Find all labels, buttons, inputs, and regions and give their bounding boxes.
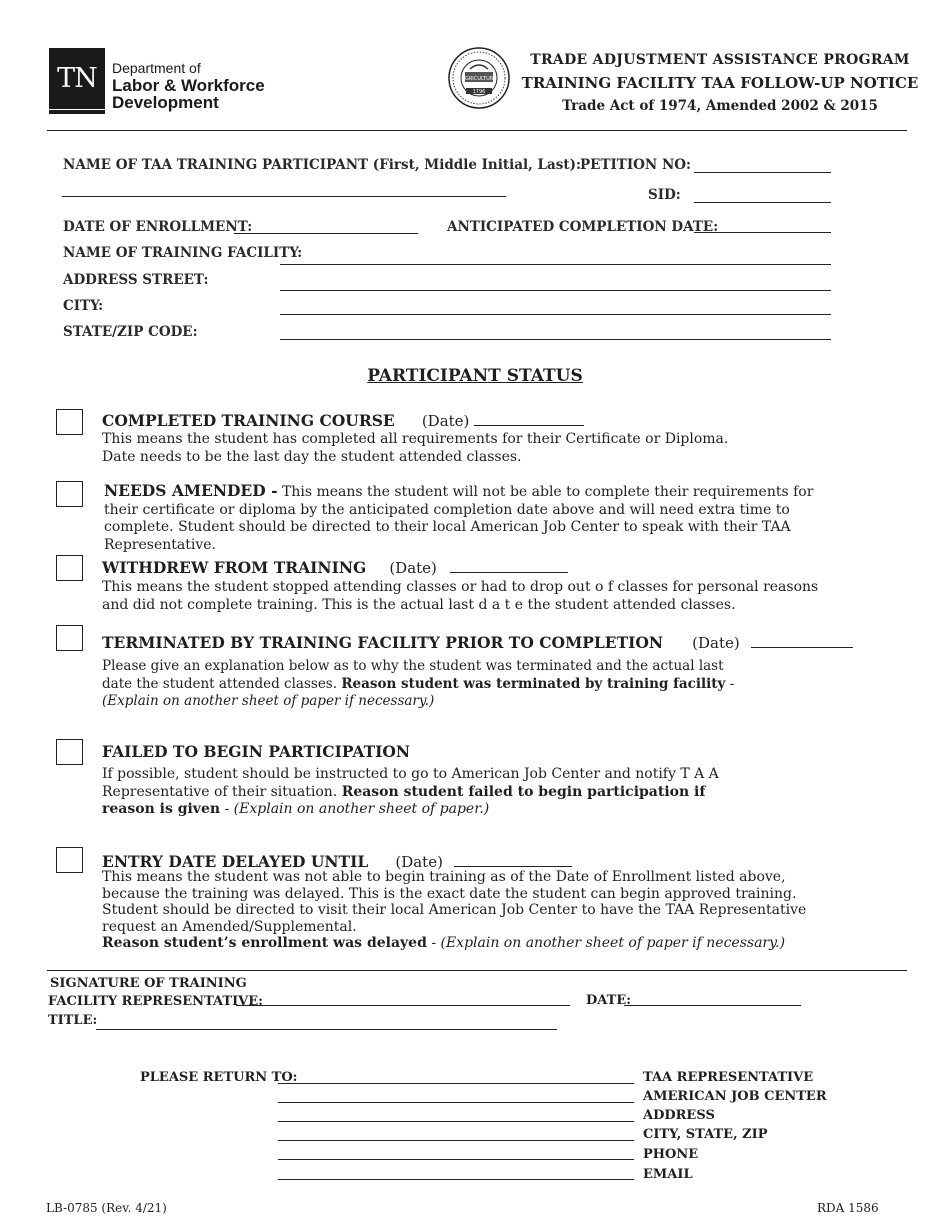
delayed-description [102, 869, 806, 952]
delayed-line4: request an Amended/Supplemental. [102, 918, 357, 935]
entry-delayed-checkbox[interactable] [56, 847, 83, 873]
terminated-title: TERMINATED BY TRAINING FACILITY PRIOR TO COMPLETION [102, 633, 664, 652]
signature-label-line1: SIGNATURE OF TRAINING [50, 976, 247, 991]
withdrew-line2: and did not complete training. This is the actual last d a t e the student attended classes. [102, 596, 736, 613]
sid-field[interactable] [694, 202, 831, 203]
withdrew-option [102, 558, 568, 577]
title-field[interactable] [96, 1029, 557, 1030]
signature-date-label: DATE: [586, 993, 632, 1008]
withdrew-checkbox[interactable] [56, 555, 83, 581]
date-of-enrollment-label: DATE OF ENROLLMENT: [63, 219, 253, 235]
delayed-title: ENTRY DATE DELAYED UNTIL [102, 852, 369, 871]
failed-line2b: Reason student failed to begin participation if [341, 783, 706, 800]
anticipated-completion-field[interactable] [694, 232, 831, 233]
failed-to-begin-checkbox[interactable] [56, 739, 83, 765]
return-city-state-zip: CITY, STATE, ZIP [643, 1127, 768, 1142]
signature-divider [47, 970, 907, 971]
petition-no-label: PETITION NO: [580, 157, 692, 173]
signature-label-line2: FACILITY REPRESENTATIVE: [48, 994, 263, 1009]
withdrew-date-label: (Date) [389, 559, 437, 577]
withdrew-description [102, 579, 818, 614]
return-line-6[interactable] [278, 1179, 634, 1180]
please-return-to-label: PLEASE RETURN TO: [140, 1070, 298, 1085]
return-line-3[interactable] [278, 1121, 634, 1122]
terminated-line3: (Explain on another sheet of paper if necessary.) [102, 693, 435, 709]
terminated-date-label: (Date) [692, 634, 740, 652]
needs-amended-title: NEEDS AMENDED - [104, 481, 278, 500]
program-name: TRADE ADJUSTMENT ASSISTANCE PROGRAM [530, 52, 910, 68]
terminated-checkbox[interactable] [56, 625, 83, 651]
amended-text1: This means the student will not be able to complete their requirements for [281, 484, 814, 500]
seal-agriculture: AGRICULTURE [461, 76, 497, 82]
delayed-line3: Student should be directed to visit their local American Job Center to have the TAA Representative [102, 902, 807, 918]
failed-description [102, 766, 719, 819]
return-line-2[interactable] [278, 1102, 634, 1103]
failed-line2a: Representative of their situation. [102, 783, 338, 800]
department-name [112, 60, 265, 111]
completed-desc-line1: This means the student has completed all requirements for their Certificate or Diploma. [102, 431, 729, 447]
rda-number: RDA 1586 [817, 1201, 879, 1215]
logo-letters: TN [57, 63, 97, 94]
participant-name-field[interactable] [62, 196, 506, 197]
return-line-1[interactable] [278, 1083, 634, 1084]
signature-field[interactable] [236, 1005, 570, 1006]
failed-title: FAILED TO BEGIN PARTICIPATION [102, 742, 411, 761]
dept-line-3: Development [112, 93, 219, 112]
terminated-description [102, 658, 908, 711]
amended-line4: Representative. [104, 536, 216, 553]
withdrew-line1: This means the student stopped attending classes or had to drop out o f classes for personal reasons [102, 579, 819, 595]
needs-amended-description [104, 482, 904, 554]
dept-line-1: Department of [112, 60, 201, 76]
tn-logo [49, 48, 105, 109]
training-facility-field[interactable] [280, 264, 831, 265]
state-zip-field[interactable] [280, 339, 831, 340]
terminated-date-field[interactable] [751, 633, 853, 648]
delayed-line2: because the training was delayed. This is the exact date the student can begin approved training. [102, 885, 797, 902]
act-reference: Trade Act of 1974, Amended 2002 & 2015 [562, 98, 878, 114]
needs-amended-checkbox[interactable] [56, 481, 83, 507]
terminated-line1: Please give an explanation below as to why the student was terminated and the actual last [102, 658, 724, 674]
dept-line-2: Labor & Workforce [112, 76, 265, 95]
logo-underline [49, 110, 105, 114]
return-phone: PHONE [643, 1147, 699, 1162]
sid-label: SID: [648, 187, 681, 203]
completed-date-field[interactable] [474, 411, 584, 426]
header-divider [47, 130, 907, 131]
delayed-date-label: (Date) [395, 853, 443, 871]
terminated-option [102, 633, 853, 652]
title-label: TITLE: [48, 1013, 98, 1028]
completed-description [102, 431, 728, 466]
city-label: CITY: [63, 298, 104, 314]
return-american-job-center: AMERICAN JOB CENTER [643, 1089, 827, 1104]
failed-line3a: reason is given [102, 801, 221, 817]
state-zip-label: STATE/ZIP CODE: [63, 324, 198, 340]
delayed-line1: This means the student was not able to begin training as of the Date of Enrollment listed above, [102, 869, 786, 885]
participant-name-label: NAME OF TAA TRAINING PARTICIPANT (First, Middle Initial, Last): [63, 157, 581, 173]
address-street-field[interactable] [280, 290, 831, 291]
return-email: EMAIL [643, 1167, 693, 1182]
terminated-line2c: - [729, 675, 735, 692]
terminated-line2a: date the student attended classes. [102, 675, 338, 692]
failed-line3c: (Explain on another sheet of paper.) [233, 801, 490, 817]
return-address: ADDRESS [643, 1108, 715, 1123]
failed-line1: If possible, student should be instructed to go to American Job Center and notify T A A [102, 766, 719, 782]
petition-no-field[interactable] [694, 172, 831, 173]
form-number: LB-0785 (Rev. 4/21) [46, 1201, 167, 1215]
completed-checkbox[interactable] [56, 409, 83, 435]
delayed-line5a: Reason student’s enrollment was delayed [102, 935, 427, 951]
form-title: TRAINING FACILITY TAA FOLLOW-UP NOTICE [521, 74, 919, 92]
state-seal-icon [448, 47, 510, 109]
completed-title: COMPLETED TRAINING COURSE [102, 411, 395, 430]
amended-line3: complete. Student should be directed to their local American Job Center to speak with their TAA [104, 519, 791, 535]
return-line-5[interactable] [278, 1159, 634, 1160]
city-field[interactable] [280, 314, 831, 315]
anticipated-completion-label: ANTICIPATED COMPLETION DATE: [447, 219, 719, 235]
withdrew-date-field[interactable] [450, 558, 568, 573]
address-street-label: ADDRESS STREET: [63, 272, 209, 288]
signature-date-field[interactable] [624, 1005, 801, 1006]
return-line-4[interactable] [278, 1140, 634, 1141]
completed-desc-line2: Date needs to be the last day the student attended classes. [102, 448, 522, 465]
completed-option [102, 411, 584, 430]
completed-date-label: (Date) [421, 412, 470, 430]
delayed-line5c: (Explain on another sheet of paper if necessary.) [440, 935, 786, 951]
seal-year: 1796 [472, 89, 486, 95]
date-of-enrollment-field[interactable] [234, 233, 418, 234]
terminated-line2b: Reason student was terminated by training facility [341, 675, 726, 692]
form-header [520, 52, 920, 114]
amended-line2: their certificate or diploma by the anticipated completion date above and will need extra time to [104, 501, 790, 518]
delayed-line5b: - [431, 935, 437, 951]
return-taa-representative: TAA REPRESENTATIVE [643, 1070, 814, 1085]
participant-status-heading: PARTICIPANT STATUS [367, 366, 583, 386]
delayed-date-field[interactable] [454, 852, 572, 867]
training-facility-label: NAME OF TRAINING FACILITY: [63, 245, 303, 261]
failed-line3b: - [224, 801, 230, 817]
withdrew-title: WITHDREW FROM TRAINING [102, 558, 367, 577]
